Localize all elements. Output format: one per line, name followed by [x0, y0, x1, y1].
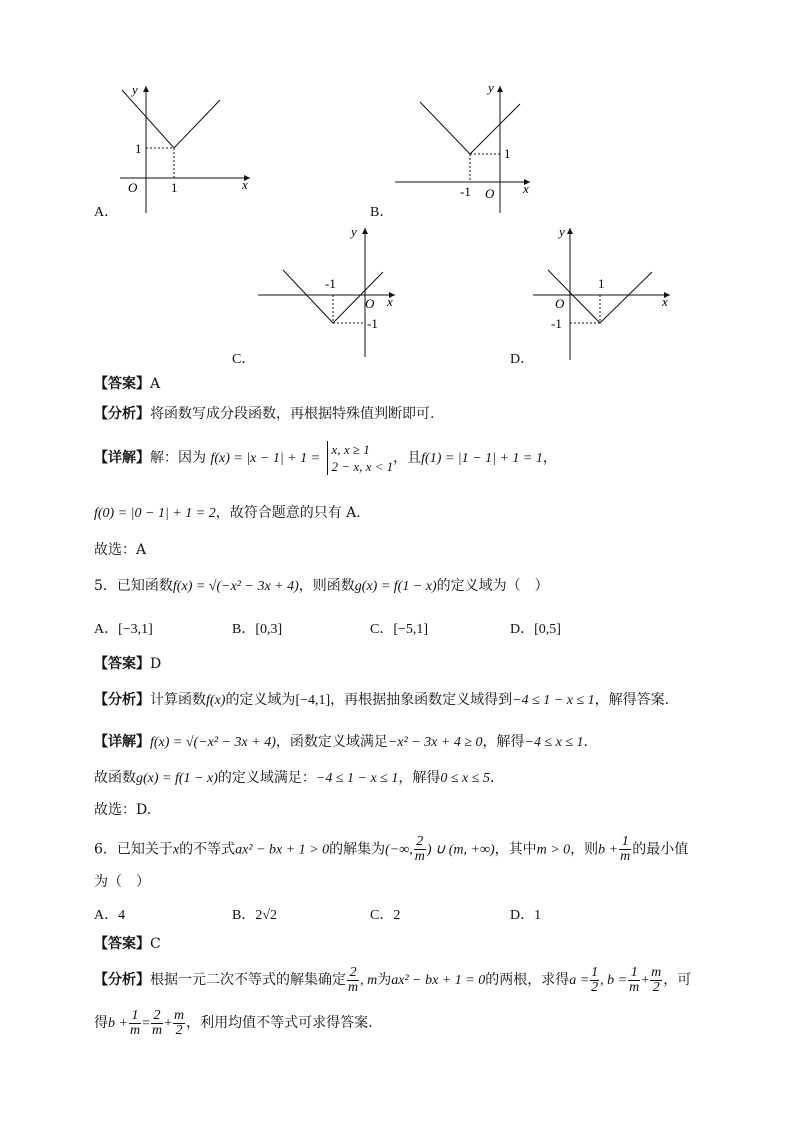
analysis-text-4: ，解得答案. — [594, 692, 670, 708]
q5-option-a: A．[−3,1] — [94, 622, 153, 637]
stem-text: 6．已知关于 — [94, 841, 173, 858]
q5-option-b: B．[0,3] — [232, 622, 283, 637]
denominator: 2 — [652, 979, 660, 995]
y-label: y — [488, 80, 494, 95]
tick-x: -1 — [460, 184, 471, 199]
case-2: 2 − x, x < 1 — [331, 459, 394, 474]
q6-option-d: D．1 — [510, 908, 542, 923]
denominator: m — [129, 1022, 141, 1038]
q4-answer — [94, 374, 160, 394]
fraction-1-over-m — [129, 1009, 141, 1038]
stem-text-4: ，其中 — [494, 841, 537, 858]
analysis-text-3: 的两根，求得 — [485, 972, 570, 988]
var-x: x — [172, 842, 180, 858]
analysis-text: 计算函数 — [150, 692, 206, 708]
analysis-text-2: ，利用均值不等式可求得答案. — [186, 1015, 373, 1031]
graph-c-label: C． — [232, 352, 256, 367]
a-eq: a = — [569, 973, 590, 988]
detail-tag: 【详解】 — [94, 450, 150, 466]
fraction-1-over-m — [619, 835, 631, 864]
q5-answer — [94, 654, 161, 674]
x-label: x — [662, 294, 668, 309]
fraction-m-over-2 — [650, 966, 662, 995]
value-f1: f(1) = |1 − 1| + 1 = 1 — [421, 451, 543, 466]
graph-a-svg — [90, 78, 260, 218]
denominator: m — [151, 1022, 163, 1038]
condition: m > 0 — [536, 842, 571, 858]
inequality: ax² − bx + 1 > 0 — [235, 842, 330, 858]
origin-label: O — [555, 296, 565, 311]
analysis-text-2: 为 — [377, 972, 392, 988]
q6-option-b: B．2√2 — [232, 908, 278, 923]
y-label: y — [559, 224, 565, 239]
denominator: 2 — [175, 1022, 183, 1038]
answer-tag: 【答案】 — [94, 936, 150, 952]
graph-b — [390, 78, 540, 218]
analysis-text-2: 的定义域为 — [225, 692, 296, 708]
y-label: y — [351, 224, 357, 239]
numerator: 2 — [414, 835, 426, 850]
q5-pick: 故选：D. — [94, 802, 152, 818]
piecewise-brace — [327, 441, 394, 475]
numerator: 2 — [151, 1009, 163, 1024]
graph-a-label: A． — [94, 205, 119, 220]
origin-label: O — [365, 296, 375, 311]
q5-detail-2 — [94, 768, 494, 789]
graph-c-svg — [255, 222, 405, 362]
denominator: m — [414, 849, 425, 864]
detail-text-2: 的定义域满足： — [217, 770, 316, 786]
detail-text: 故函数 — [94, 770, 136, 786]
stem-text-6: 的最小值 — [632, 841, 689, 858]
answer-tag: 【答案】 — [94, 656, 150, 672]
function-ref: f(x) — [206, 693, 226, 708]
numerator: m — [174, 1007, 185, 1023]
y-arrow — [143, 86, 149, 92]
y-label: y — [132, 82, 138, 97]
x-label: x — [387, 294, 393, 309]
condition: −x² − 3x + 4 ≥ 0 — [387, 735, 483, 750]
stem-text-3: 的解集为 — [329, 841, 386, 858]
analysis-text: 将函数写成分段函数，再根据特殊值判断即可. — [150, 406, 435, 422]
q6-answer — [94, 934, 161, 954]
tick-y: -1 — [551, 316, 562, 331]
tick-y: -1 — [367, 316, 378, 331]
value-f0: f(0) = |0 − 1| + 1 = 2 — [94, 506, 216, 521]
graph-b-svg — [390, 78, 540, 218]
detail-text: 解：因为 — [150, 450, 206, 466]
fraction-m-over-2 — [173, 1009, 185, 1038]
equals: = — [142, 1016, 150, 1031]
q5-detail — [94, 732, 588, 753]
y-arrow — [567, 228, 573, 234]
q5-analysis — [94, 690, 669, 711]
period: . — [583, 734, 588, 750]
stem-text-5: ，则 — [570, 841, 599, 858]
function-def: f(x) = √(−x² − 3x + 4) — [172, 579, 299, 594]
case-1: x, x ≥ 1 — [331, 442, 370, 457]
x-label: x — [523, 181, 529, 196]
denominator: m — [629, 979, 640, 995]
q6-stem-2: 为（ ） — [94, 874, 150, 890]
stem-text-2: ，则函数 — [298, 578, 355, 594]
fraction-2-over-m — [151, 1009, 163, 1038]
function-g: g(x) = f(1 − x) — [136, 771, 218, 786]
expr-b: b + — [598, 842, 619, 858]
stem-text: 5．已知函数 — [94, 578, 173, 594]
graph-b-label: B． — [370, 205, 394, 220]
tick-y: 1 — [504, 146, 511, 161]
numerator: m — [651, 964, 662, 980]
y-arrow — [497, 86, 503, 92]
detail-text-3: ，故符合题意的只有 A. — [215, 505, 361, 521]
plus: + — [164, 1016, 173, 1031]
fraction-1-over-m — [628, 966, 640, 995]
stem-text-3: 的定义域为（ ） — [436, 578, 549, 594]
denominator: m — [620, 849, 631, 864]
fraction-2-over-m — [414, 835, 426, 864]
b-eq: , b = — [600, 973, 628, 988]
numerator: 1 — [628, 966, 640, 981]
tick-x: 1 — [171, 180, 178, 195]
detail-text-3: ，解得 — [398, 770, 441, 786]
analysis-text: 根据一元二次不等式的解集确定 — [150, 972, 346, 988]
domain: [−4,1] — [295, 693, 331, 708]
x-label: x — [242, 177, 248, 192]
analysis-tag: 【分析】 — [94, 972, 150, 988]
set-part-a: (−∞, — [385, 842, 413, 858]
q6-stem — [94, 835, 688, 864]
equation: ax² − bx + 1 = 0 — [391, 973, 486, 988]
function-g: g(x) = f(1 − x) — [354, 579, 437, 594]
expr-b: b + — [108, 1016, 128, 1031]
q6-analysis-2 — [94, 1008, 373, 1039]
q6-analysis — [94, 965, 691, 996]
q4-pick: 故选：A — [94, 542, 147, 558]
result: 0 ≤ x ≤ 5 — [440, 771, 490, 786]
graph-d-label: D． — [510, 352, 535, 367]
fraction-2-over-m — [347, 966, 359, 995]
plus: + — [641, 973, 650, 988]
stem-text-2: 的不等式 — [179, 841, 236, 858]
answer-tag: 【答案】 — [94, 376, 150, 392]
comma: ， — [542, 450, 557, 466]
detail-text: ，函数定义域满足 — [275, 734, 388, 750]
set-part-b: ) ∪ (m, +∞) — [426, 842, 495, 858]
numerator: 1 — [619, 835, 631, 850]
q5-option-d: D．[0,5] — [510, 622, 561, 637]
root-m: , m — [360, 973, 378, 988]
detail-text-2: ，且 — [393, 450, 422, 466]
answer-value: A — [150, 376, 161, 392]
q4-detail-2 — [94, 503, 361, 524]
numerator: 2 — [347, 966, 359, 981]
graph-d-svg — [530, 222, 680, 362]
q6-option-a: A．4 — [94, 908, 126, 923]
analysis-text-3: ，再根据抽象函数定义域得到 — [330, 692, 513, 708]
answer-value: C — [150, 936, 161, 952]
graph-c — [255, 222, 405, 362]
detail-text-2: ，解得 — [482, 734, 525, 750]
q5-option-c: C．[−5,1] — [370, 622, 429, 637]
fraction-1-over-2 — [590, 966, 599, 995]
result: −4 ≤ x ≤ 1 — [524, 735, 584, 750]
graph-a — [90, 78, 260, 218]
function-def: f(x) = |x − 1| + 1 = — [210, 451, 321, 466]
graph-d — [530, 222, 680, 362]
answer-value: D — [150, 656, 162, 672]
function-curve — [122, 90, 220, 148]
denominator: 2 — [591, 979, 599, 995]
y-arrow — [362, 228, 368, 234]
period: . — [489, 770, 495, 786]
analysis-tag: 【分析】 — [94, 406, 150, 422]
tick-x: -1 — [325, 276, 336, 291]
inequality: −4 ≤ 1 − x ≤ 1 — [512, 693, 595, 708]
numerator: 1 — [591, 964, 599, 980]
detail-tag: 【详解】 — [94, 734, 150, 750]
q4-detail — [94, 441, 557, 475]
analysis-text-4: ，可 — [663, 972, 692, 988]
analysis-text: 得 — [94, 1015, 108, 1031]
tick-y: 1 — [135, 141, 142, 156]
origin-label: O — [128, 180, 138, 195]
q5-stem — [94, 576, 549, 597]
condition: −4 ≤ 1 − x ≤ 1 — [315, 771, 399, 786]
origin-label: O — [485, 186, 495, 201]
function-def: f(x) = √(−x² − 3x + 4) — [150, 735, 276, 750]
q4-analysis — [94, 404, 434, 424]
analysis-tag: 【分析】 — [94, 692, 150, 708]
q6-option-c: C．2 — [370, 908, 401, 923]
tick-x: 1 — [598, 276, 605, 291]
numerator: 1 — [129, 1009, 141, 1024]
denominator: m — [348, 979, 359, 995]
